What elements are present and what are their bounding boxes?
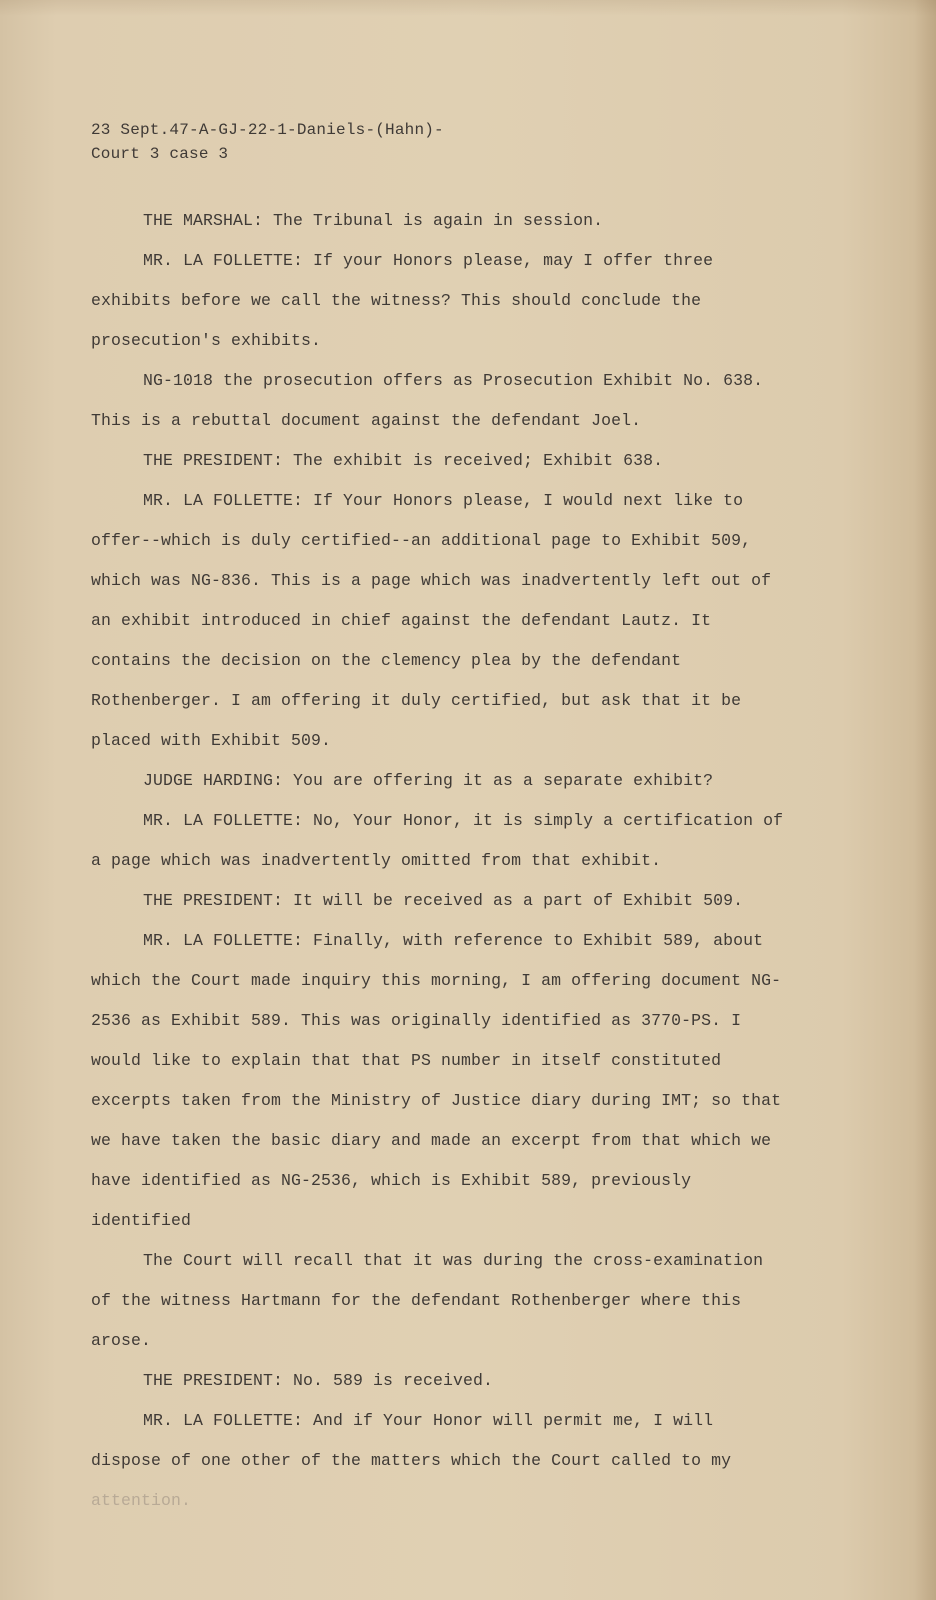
paragraph: JUDGE HARDING: You are offering it as a separate exhibit? bbox=[143, 771, 714, 790]
paragraph: THE PRESIDENT: It will be received as a part of Exhibit 509. bbox=[143, 891, 744, 910]
paragraph: THE PRESIDENT: The exhibit is received; Exhibit 638. bbox=[143, 451, 664, 470]
paragraph: NG-1018 the prosecution offers as Prosecution Exhibit No. 638. This is a rebuttal document against the defendant Joel. bbox=[91, 371, 764, 430]
paragraph: MR. LA FOLLETTE: No, Your Honor, it is simply a certification of a page which was inadvertently omitted from that exhibit. bbox=[91, 811, 784, 870]
paragraph: The Court will recall that it was during the cross-examination of the witness Hartmann for the defendant Rothenberger where this arose. bbox=[91, 1251, 764, 1350]
trailing-fragment: attention. bbox=[91, 1491, 192, 1510]
paragraph: THE MARSHAL: The Tribunal is again in session. bbox=[143, 211, 604, 230]
document-header bbox=[91, 118, 444, 166]
paragraph: THE PRESIDENT: No. 589 is received. bbox=[143, 1371, 494, 1390]
paragraph: MR. LA FOLLETTE: If your Honors please, may I offer three exhibits before we call the witness? This should conclude the prosecution's exhibits. bbox=[91, 251, 714, 350]
header-line-2: Court 3 case 3 bbox=[91, 145, 229, 163]
paragraph: MR. LA FOLLETTE: And if Your Honor will permit me, I will dispose of one other of the matters which the Court called to my bbox=[91, 1411, 732, 1470]
page-edge-shadow bbox=[914, 0, 936, 1600]
header-line-1: 23 Sept.47-A-GJ-22-1-Daniels-(Hahn)- bbox=[91, 121, 444, 139]
page-edge-shadow bbox=[0, 0, 936, 16]
paragraph: MR. LA FOLLETTE: If Your Honors please, I would next like to offer--which is duly certified--an additional page to Exhibit 509, which was NG-836. This is a page which was inadvertently left out of an exhibit introduced in chief against the defendant Lautz. It contains the decision on the clemency plea by the defendant Rothenberger. I am offering it duly certified, but ask that it be placed with Exhibit 509. bbox=[91, 491, 772, 750]
transcript-body bbox=[91, 201, 791, 1521]
paragraph: MR. LA FOLLETTE: Finally, with reference to Exhibit 589, about which the Court made inquiry this morning, I am offering document NG-2536 as Exhibit 589. This was originally identified as 3770-PS. I would like to explain that that PS number in itself constituted excerpts taken from the Ministry of Justice diary during IMT; so that we have taken the basic diary and made an excerpt from that which we have identified as NG-2536, which is Exhibit 589, previously identified bbox=[91, 931, 782, 1230]
